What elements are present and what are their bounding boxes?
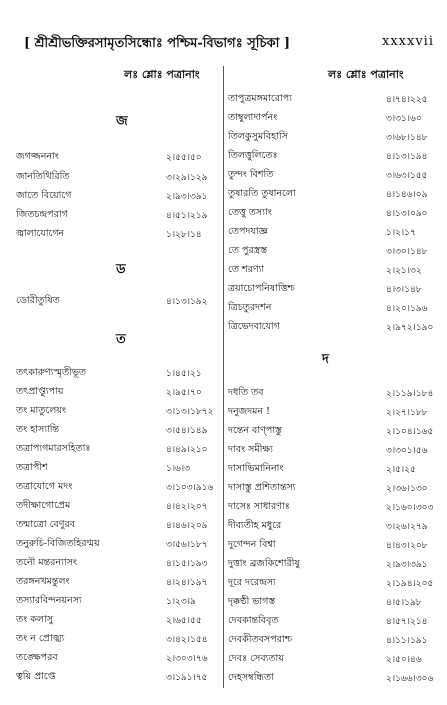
- index-entry: জিতচন্দ্রপরাগ ৪।৫১।২১৯: [16, 209, 208, 221]
- index-entry: তিলকুসুমবিহাসি ৩।৬৮।১৪৮: [228, 131, 428, 143]
- right-column-heading: লঃ শ্লোঃ পত্রানাং: [328, 68, 404, 81]
- index-entry: দৃক্কণ্ঠী ভাগস্ত ৪।৫।১৯৮: [228, 596, 422, 608]
- index-entry: তে পুরস্ত্রস্ত ৩।৩০।১৪৮: [228, 245, 428, 257]
- index-entry: জানতিথিরিতি ৩।২৯।১২৯: [16, 171, 208, 183]
- index-title: [ শ্রীশ্রীভক্তিরসামৃতসিন্ধোঃ পশ্চিম-বিভাগঃ সূচিকা ]: [24, 36, 291, 51]
- index-entry: দুগেন্দন বিশ্বা ৪।৪৩।২০৮: [228, 539, 428, 551]
- index-entry: তনৌ মন্তরন্যাসং ৪।১৫।১৯৩: [16, 557, 208, 569]
- section-letter-da: দ: [322, 352, 329, 367]
- index-entry: জগজ্জননাং ২।৫৫।৫০: [16, 151, 202, 163]
- index-entry: দাবং সমীক্ষ্য ৩।৩০১।৫৬: [228, 444, 428, 456]
- left-column-heading: লঃ শ্লোঃ পত্রানাং: [124, 68, 200, 81]
- index-entry: তত্রাপীশ ১।৬।৩: [16, 462, 190, 474]
- index-entry: তং মাতুলেয়ং ৩।১৩।১৮৭২: [16, 405, 214, 417]
- index-entry: দুত্তাং ব্রজকিশোরীষু ২।৯৩।৩৯১: [228, 558, 428, 570]
- index-entry: ত্রিভেদবাযোগ ২।৯৭২।১৯০: [228, 321, 434, 333]
- index-entry: তে শরণ্যা ২।২১।৩২: [228, 264, 422, 276]
- index-entry: দেহসম্বন্ধিতা ২।১৬৬।৩০৬: [228, 672, 434, 684]
- index-entry: তত্রাযোগে মদং ৩।১০৩।৯১৬: [16, 481, 214, 493]
- page-number: xxxxvii: [382, 34, 434, 49]
- index-entry: তুষারতি তুষানলো ৪।১৪৬।০৯: [228, 188, 428, 200]
- index-entry: তৎপ্রাপ্ত্যুপায় ২।৯৫।৭০: [16, 386, 202, 398]
- index-entry: তং হাস্যান্তি ৩।৫৪।১৪৯: [16, 424, 208, 436]
- index-entry: তং কলাসু ২।৬৫।৫৫: [16, 614, 202, 626]
- index-entry: ত্রিচতুরদশন ৪।২০।১৯৬: [228, 302, 428, 314]
- index-entry: ত্বয়ি প্রাপ্তে ৩।১৯১।৭৫: [16, 671, 208, 683]
- section-letter-ja: জ: [116, 114, 128, 129]
- index-entry: তস্যারবিন্দনয়নস্য ১।২৩।৯: [16, 595, 196, 607]
- page-header: [10, 34, 440, 54]
- index-entry: জাতে বিয়োগে ২।৯৩।৩৯১: [16, 190, 208, 202]
- index-entry: তনুরুচি-বিজিতহিরণ্ময় ৩।৫৬।১৮৭: [16, 538, 208, 550]
- index-entry: তিলত্তুলিতেঃ ৪।১৩।১৯৪: [228, 150, 428, 162]
- index-entry: জ্বালাযোগেন ১।২৮।১৪: [16, 228, 202, 240]
- index-entry: তদীক্ষাগোপ্রেম ৪।৪২।২০৭: [16, 500, 208, 512]
- index-entry: দূরে দরেন্দ্রস্য ২।১৯৪।২০৫: [228, 577, 434, 589]
- index-entry: দেবকীতবসপরাশ্চ ৪।১১।১৯১: [228, 634, 428, 646]
- index-entry: তেপদযাজ্ঞ ১।২।১৭: [228, 226, 416, 238]
- index-entry: তঙ্ক্ষেপরব ২।৩০৩।৭৬: [16, 652, 208, 664]
- index-entry: তুন্দং বিশতি ৩।৬৩।১৫৫: [228, 169, 428, 181]
- index-entry: দন্তেন বাণ্পাস্তু ২।১০৪।১৬৫: [228, 425, 434, 437]
- section-letter-da: ড: [116, 262, 126, 277]
- index-entry: দাসাস্তু প্রশিতান্তস্য ২।৩৬।১৩০: [228, 482, 428, 494]
- index-entry: তাম্বুলাদার্পনং ৩।৩১।৬০: [228, 112, 422, 124]
- index-entry: দীব্যতীহ মধুরে ৩।২৬।২৭৯: [228, 520, 428, 532]
- index-entry: তন্মাত্রো বেণুরব ৪।৪৬।২০৯: [16, 519, 208, 531]
- index-entry: দাসেঃ সাধারণাঃ ২।১৬০।৩০৩: [228, 501, 434, 513]
- index-entry: তং ন প্রোজ্ঝ্য ৩।৪২।১৫৪: [16, 633, 208, 645]
- index-entry: দধতি তব ২।১১৯।১৮৪: [228, 387, 434, 399]
- index-entry: তরঙ্গনখমন্তুলং ৪।২৪।১৯৭: [16, 576, 208, 588]
- index-entry: ডোরীতুষিত ৪।১৩।১৯২: [16, 295, 208, 307]
- index-entry: তত্রাপ্যগমারসহিতাঃ ৪।৪৯।২১০: [16, 443, 208, 455]
- index-entry: ত্রয়াচোপনিষাত্তিশ্চ ৪।৩।১৪৮: [228, 283, 422, 295]
- index-entry: দাসাভিমানিনাং ২।৫।২৫: [228, 463, 416, 475]
- index-entry: তাপুত্রমঙ্গমারোপ্য ৪।৭৪।২২৫: [228, 93, 428, 105]
- index-entry: তেত্তু তস্যাং ৪।১৩।০৯০: [228, 207, 428, 219]
- section-letter-ta: ত: [116, 332, 126, 347]
- index-entry: তৎকারুণ্যস্মৃতীভূত ১।৪৫।২১: [16, 367, 202, 379]
- index-entry: দেবকান্তবিবৃত ৪।৫৭।২১৪: [228, 615, 428, 627]
- index-entry: দনুজদমন ! ২।২৭।১৮৮: [228, 406, 428, 418]
- index-entry: দেবঃ সেব্যতায় ২।৫০।৪৬: [228, 653, 422, 665]
